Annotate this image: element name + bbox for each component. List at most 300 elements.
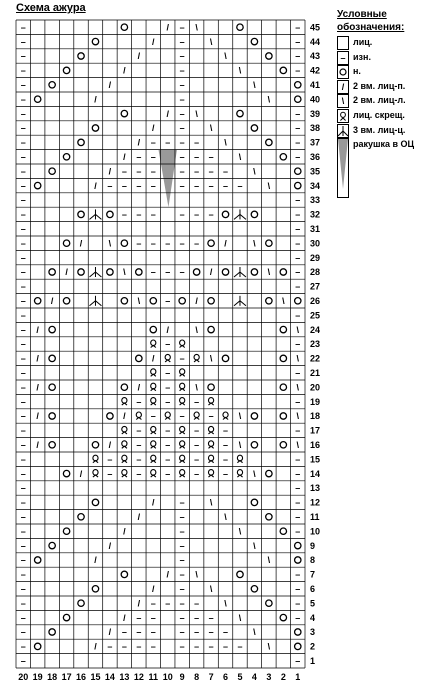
- purl-symbol: –: [223, 425, 229, 436]
- k3tog-center-symbol: [89, 296, 101, 306]
- purl-symbol: –: [136, 425, 142, 436]
- purl-symbol: –: [165, 368, 171, 378]
- yarn-over-symbol: [121, 24, 127, 30]
- k2tog-left-symbol: \: [209, 123, 213, 134]
- twisted-knit-symbol: [208, 470, 213, 478]
- k2tog-left-symbol: \: [296, 411, 300, 422]
- purl-symbol: –: [295, 339, 301, 350]
- k2tog-left-symbol: \: [296, 353, 300, 364]
- purl-symbol: –: [20, 180, 26, 191]
- purl-symbol: –: [223, 166, 229, 177]
- purl-symbol: –: [20, 540, 26, 551]
- yarn-over-symbol: [78, 53, 84, 59]
- purl-symbol: –: [194, 641, 200, 652]
- yarn-over-symbol: [280, 67, 286, 73]
- column-number: 15: [90, 672, 101, 682]
- purl-symbol: –: [295, 137, 301, 148]
- triple-decrease-icon: [337, 124, 349, 138]
- purl-symbol: –: [208, 152, 214, 162]
- yarn-over-symbol: [208, 384, 214, 390]
- row-number: 5: [310, 598, 316, 609]
- purl-symbol: –: [20, 569, 26, 580]
- yarn-over-symbol: [295, 96, 301, 102]
- purl-symbol: –: [20, 396, 26, 407]
- legend-label: 2 вм. лиц-п.: [353, 80, 406, 91]
- k2tog-right-symbol: /: [152, 123, 155, 134]
- k2tog-right-symbol: /: [108, 80, 112, 90]
- twisted-knit-symbol: [93, 470, 98, 478]
- purl-symbol: –: [179, 267, 185, 278]
- k2tog-right-symbol: /: [152, 353, 155, 364]
- purl-symbol: –: [20, 512, 26, 522]
- purl-symbol: –: [208, 627, 214, 638]
- yarn-over-symbol: [49, 542, 55, 548]
- yarn-over-symbol: [266, 600, 272, 606]
- purl-symbol: –: [107, 468, 113, 479]
- purl-symbol: –: [20, 310, 26, 321]
- yarn-over-symbol: [193, 269, 199, 275]
- column-number: 17: [61, 672, 72, 682]
- purl-symbol: –: [20, 80, 26, 90]
- yarn-over-symbol: [251, 269, 257, 275]
- purl-symbol: –: [223, 641, 229, 652]
- yarn-over-symbol: [92, 38, 98, 44]
- purl-symbol: –: [179, 152, 185, 162]
- shell-wedge-icon: [337, 138, 349, 198]
- purl-symbol: –: [194, 180, 200, 191]
- purl-symbol: –: [107, 180, 113, 191]
- purl-symbol: –: [136, 152, 142, 162]
- purl-symbol: –: [295, 526, 301, 537]
- purl-symbol: –: [295, 281, 301, 292]
- twisted-knit-symbol: [93, 455, 98, 463]
- k2tog-right-symbol: /: [152, 584, 155, 594]
- yarn-over-symbol: [266, 139, 272, 145]
- purl-symbol: –: [20, 411, 26, 422]
- k2tog-left-symbol: \: [238, 152, 242, 162]
- legend-item: [337, 124, 432, 138]
- purl-symbol: –: [179, 540, 185, 551]
- yarn-over-symbol: [295, 298, 301, 304]
- yarn-over-symbol: [237, 24, 243, 30]
- purl-symbol: –: [179, 51, 185, 62]
- k2tog-left-symbol: \: [253, 540, 256, 551]
- k2tog-left-symbol: \: [209, 497, 213, 508]
- yarn-over-symbol: [121, 240, 127, 246]
- k2tog-right-symbol: /: [36, 440, 39, 450]
- k2tog-left-symbol: \: [137, 296, 141, 306]
- purl-symbol: –: [20, 166, 26, 177]
- yarn-over-symbol: [92, 499, 98, 505]
- row-number: 24: [310, 324, 321, 335]
- purl-symbol: –: [208, 411, 214, 422]
- purl-symbol: –: [179, 22, 185, 33]
- row-number: 25: [310, 310, 321, 321]
- purl-symbol: –: [194, 468, 200, 479]
- yarn-over-symbol: [63, 614, 69, 620]
- k2tog-right-symbol: /: [108, 540, 112, 551]
- purl-symbol: –: [295, 36, 301, 47]
- row-number: 21: [310, 368, 321, 378]
- legend-item: [337, 80, 432, 94]
- purl-symbol: –: [165, 598, 171, 609]
- purl-symbol: –: [20, 324, 26, 335]
- column-number: 11: [148, 672, 159, 682]
- purl-symbol: –: [194, 425, 200, 436]
- k2tog-right-symbol: /: [94, 94, 97, 105]
- k2tog-left-symbol: \: [123, 267, 126, 278]
- row-number: 10: [310, 526, 321, 537]
- k2tog-left-symbol: \: [224, 137, 227, 148]
- twisted-knit-symbol: [151, 383, 156, 391]
- purl-symbol: –: [295, 612, 301, 623]
- purl-symbol: –: [295, 584, 301, 594]
- twisted-knit-symbol: [122, 470, 127, 478]
- k2tog-right-symbol: /: [36, 324, 39, 335]
- k2tog-right-symbol: /: [108, 440, 112, 450]
- row-number: 43: [310, 51, 321, 62]
- purl-symbol: –: [20, 94, 26, 105]
- row-number: 14: [310, 468, 321, 479]
- row-number: 2: [310, 641, 316, 652]
- yarn-over-symbol: [34, 643, 40, 649]
- k2tog-right-symbol: /: [123, 65, 126, 76]
- purl-symbol: –: [194, 612, 200, 623]
- twisted-knit-symbol: [151, 340, 156, 348]
- purl-symbol: –: [20, 555, 26, 566]
- row-number: 26: [310, 296, 321, 306]
- yarn-over-symbol: [107, 269, 113, 275]
- purl-symbol: –: [179, 612, 185, 623]
- k2tog-left-symbol: \: [224, 598, 227, 609]
- row-number: 22: [310, 353, 321, 364]
- purl-symbol: –: [150, 166, 156, 177]
- row-number: 12: [310, 497, 321, 508]
- yarn-over-symbol: [208, 326, 214, 332]
- legend-label: лиц. скрещ.: [353, 110, 405, 120]
- yarn-over-symbol: [150, 298, 156, 304]
- slash-icon: /: [337, 80, 349, 94]
- row-number: 19: [310, 396, 321, 407]
- column-number: 12: [133, 672, 144, 682]
- k2tog-right-symbol: /: [137, 137, 141, 148]
- legend-item: [337, 36, 432, 50]
- purl-symbol: –: [295, 310, 301, 321]
- row-number: 33: [310, 195, 321, 206]
- purl-symbol: –: [20, 425, 26, 436]
- purl-symbol: –: [179, 526, 185, 537]
- yarn-over-symbol: [49, 413, 55, 419]
- twisted-knit-symbol: [151, 470, 156, 478]
- purl-symbol: –: [179, 123, 185, 134]
- purl-symbol: –: [295, 123, 301, 134]
- k2tog-left-symbol: \: [296, 440, 300, 450]
- row-number: 7: [310, 569, 316, 580]
- purl-symbol: –: [194, 209, 200, 220]
- k2tog-right-symbol: /: [65, 267, 68, 278]
- k2tog-left-symbol: \: [108, 238, 112, 249]
- row-number: 27: [310, 281, 321, 292]
- twisted-knit-symbol: [151, 369, 156, 376]
- yarn-over-symbol: [34, 182, 40, 188]
- purl-symbol: –: [179, 180, 185, 191]
- purl-symbol: –: [237, 641, 243, 652]
- yarn-over-symbol: [34, 96, 40, 102]
- purl-symbol: –: [20, 108, 26, 119]
- purl-symbol: –: [223, 468, 229, 479]
- yarn-over-symbol: [49, 629, 55, 635]
- k2tog-left-symbol: \: [267, 267, 271, 278]
- purl-symbol: –: [295, 108, 301, 119]
- k2tog-left-symbol: \: [238, 411, 242, 422]
- k2tog-left-symbol: \: [253, 468, 256, 479]
- twisted-knit-symbol: [208, 455, 213, 463]
- k2tog-right-symbol: /: [94, 180, 97, 191]
- yarn-over-symbol: [295, 643, 301, 649]
- yarn-over-symbol: [251, 38, 257, 44]
- purl-symbol: –: [20, 152, 26, 162]
- yarn-over-symbol: [266, 514, 272, 520]
- row-number: 11: [310, 512, 320, 522]
- row-number: 45: [310, 22, 321, 33]
- k2tog-right-symbol: /: [137, 598, 141, 609]
- twisted-loop-icon: [337, 109, 349, 123]
- legend-label: 3 вм. лиц-ц.: [353, 124, 406, 135]
- twisted-knit-symbol: [223, 412, 228, 420]
- k2tog-left-symbol: \: [296, 324, 300, 335]
- yarn-over-symbol: [78, 269, 84, 275]
- purl-symbol: –: [295, 65, 301, 76]
- purl-symbol: –: [150, 152, 156, 162]
- purl-symbol: –: [194, 454, 200, 465]
- purl-symbol: –: [150, 598, 156, 609]
- purl-symbol: –: [136, 641, 142, 652]
- yarn-over-symbol: [78, 514, 84, 520]
- row-number: 31: [310, 224, 321, 234]
- k2tog-left-symbol: \: [267, 641, 271, 652]
- purl-symbol: –: [150, 238, 156, 249]
- purl-symbol: –: [150, 612, 156, 623]
- yarn-over-symbol: [295, 542, 301, 548]
- column-number: 19: [32, 672, 43, 682]
- k2tog-left-symbol: \: [267, 555, 271, 566]
- k3tog-center-symbol: [234, 296, 246, 306]
- purl-symbol: –: [20, 627, 26, 638]
- purl-symbol: –: [295, 267, 301, 278]
- legend-item: [337, 109, 432, 123]
- k2tog-right-symbol: /: [137, 512, 141, 522]
- yarn-over-symbol: [92, 442, 98, 448]
- row-number: 17: [310, 425, 321, 436]
- purl-symbol: –: [295, 368, 301, 378]
- yarn-over-symbol: [63, 470, 69, 476]
- twisted-knit-symbol: [180, 383, 185, 391]
- purl-symbol: –: [295, 483, 301, 494]
- yarn-over-symbol: [49, 82, 55, 88]
- yarn-over-symbol: [49, 355, 55, 361]
- row-number: 41: [310, 80, 321, 90]
- k2tog-right-symbol: /: [152, 497, 155, 508]
- purl-symbol: –: [165, 339, 171, 350]
- legend-label: ракушка в ОЦ: [353, 139, 415, 150]
- yarn-over-symbol: [251, 499, 257, 505]
- yarn-over-symbol: [121, 110, 127, 116]
- k2tog-right-symbol: /: [123, 411, 126, 422]
- purl-symbol: –: [194, 152, 200, 162]
- purl-symbol: –: [179, 598, 185, 609]
- column-number: 7: [208, 672, 214, 682]
- yarn-over-symbol: [121, 571, 127, 577]
- row-number: 8: [310, 555, 316, 566]
- purl-symbol: –: [150, 209, 156, 220]
- purl-symbol: –: [223, 627, 229, 638]
- yarn-over-symbol: [280, 614, 286, 620]
- yarn-over-symbol: [121, 384, 127, 390]
- column-number: 16: [76, 672, 87, 682]
- purl-symbol: –: [165, 396, 171, 407]
- twisted-knit-symbol: [136, 412, 141, 420]
- purl-symbol: –: [179, 512, 185, 522]
- column-number: 2: [280, 672, 286, 682]
- yarn-over-symbol: [266, 53, 272, 59]
- purl-symbol: –: [136, 627, 142, 638]
- twisted-knit-symbol: [180, 398, 185, 406]
- twisted-knit-symbol: [194, 354, 199, 361]
- purl-symbol: –: [20, 22, 26, 33]
- k2tog-left-symbol: \: [195, 324, 198, 335]
- dash-icon: –: [337, 51, 349, 65]
- purl-symbol: –: [20, 468, 26, 479]
- yarn-over-symbol: [78, 139, 84, 145]
- row-number: 34: [310, 180, 321, 191]
- purl-symbol: –: [208, 209, 214, 220]
- row-number: 23: [310, 339, 321, 350]
- legend: [337, 8, 432, 150]
- purl-symbol: –: [150, 137, 156, 148]
- column-number: 10: [162, 672, 173, 682]
- purl-symbol: –: [295, 497, 301, 508]
- purl-symbol: –: [295, 195, 301, 206]
- k2tog-right-symbol: /: [50, 296, 54, 306]
- legend-item: [337, 138, 432, 152]
- purl-symbol: –: [179, 627, 185, 638]
- purl-symbol: –: [20, 224, 26, 234]
- purl-symbol: –: [179, 411, 185, 422]
- purl-symbol: –: [179, 353, 185, 364]
- k2tog-left-symbol: \: [296, 382, 300, 393]
- twisted-knit-symbol: [237, 470, 242, 478]
- purl-symbol: –: [20, 584, 26, 594]
- purl-symbol: –: [295, 224, 301, 234]
- yarn-over-symbol: [49, 168, 55, 174]
- column-number: 13: [119, 672, 130, 682]
- k2tog-left-symbol: \: [209, 584, 213, 594]
- purl-symbol: –: [136, 396, 142, 407]
- yarn-over-symbol: [222, 211, 228, 217]
- twisted-knit-symbol: [165, 354, 170, 361]
- purl-symbol: –: [223, 180, 229, 191]
- row-number: 4: [310, 612, 316, 623]
- purl-symbol: –: [107, 641, 113, 652]
- purl-symbol: –: [136, 238, 142, 249]
- k2tog-left-symbol: \: [209, 353, 213, 364]
- k2tog-left-symbol: \: [209, 36, 213, 47]
- yarn-over-symbol: [237, 571, 243, 577]
- yarn-over-symbol: [136, 355, 142, 361]
- yarn-over-symbol: [34, 557, 40, 563]
- purl-symbol: –: [237, 180, 243, 191]
- yarn-over-symbol: [295, 182, 301, 188]
- purl-symbol: –: [20, 382, 26, 393]
- twisted-knit-symbol: [122, 455, 127, 463]
- purl-symbol: –: [20, 483, 26, 494]
- yarn-over-symbol: [63, 528, 69, 534]
- yarn-over-symbol: [280, 413, 286, 419]
- purl-symbol: –: [136, 454, 142, 465]
- yarn-over-symbol: [222, 355, 228, 361]
- row-number: 20: [310, 382, 321, 393]
- k2tog-left-symbol: \: [224, 51, 227, 62]
- purl-symbol: –: [136, 209, 142, 220]
- purl-symbol: –: [20, 339, 26, 350]
- yarn-over-symbol: [251, 413, 257, 419]
- yarn-over-symbol: [295, 629, 301, 635]
- row-number: 38: [310, 123, 321, 134]
- purl-symbol: –: [179, 555, 185, 566]
- yarn-over-symbol: [280, 355, 286, 361]
- k2tog-right-symbol: /: [166, 569, 169, 580]
- k2tog-right-symbol: /: [166, 22, 169, 33]
- k2tog-left-symbol: \: [195, 382, 198, 393]
- row-number: 28: [310, 267, 321, 278]
- yarn-over-symbol: [237, 110, 243, 116]
- purl-symbol: –: [20, 137, 26, 148]
- purl-symbol: –: [20, 641, 26, 652]
- purl-symbol: –: [20, 296, 26, 306]
- yarn-over-symbol: [266, 298, 272, 304]
- yarn-over-symbol: [251, 211, 257, 217]
- circle-icon: [337, 65, 349, 79]
- twisted-knit-symbol: [151, 455, 156, 463]
- blank-square-icon: [337, 36, 349, 50]
- purl-symbol: –: [295, 468, 301, 479]
- purl-symbol: –: [20, 656, 26, 666]
- legend-label: изн.: [353, 51, 371, 62]
- purl-symbol: –: [179, 36, 185, 47]
- purl-symbol: –: [20, 281, 26, 292]
- k2tog-right-symbol: /: [36, 382, 39, 393]
- purl-symbol: –: [179, 94, 185, 105]
- k2tog-left-symbol: \: [238, 526, 242, 537]
- yarn-over-symbol: [208, 298, 214, 304]
- k3tog-center-symbol: [234, 267, 246, 277]
- purl-symbol: –: [179, 108, 185, 119]
- purl-symbol: –: [20, 454, 26, 465]
- row-number: 39: [310, 108, 321, 119]
- row-number: 44: [310, 36, 321, 47]
- k2tog-right-symbol: /: [79, 238, 83, 249]
- k2tog-left-symbol: \: [253, 80, 256, 90]
- purl-symbol: –: [136, 166, 142, 177]
- purl-symbol: –: [107, 454, 113, 465]
- k2tog-left-symbol: \: [253, 166, 256, 177]
- k2tog-right-symbol: /: [137, 51, 141, 62]
- purl-symbol: –: [20, 65, 26, 76]
- purl-symbol: –: [295, 512, 301, 522]
- yarn-over-symbol: [49, 326, 55, 332]
- row-number: 15: [310, 454, 321, 465]
- twisted-knit-symbol: [180, 340, 185, 348]
